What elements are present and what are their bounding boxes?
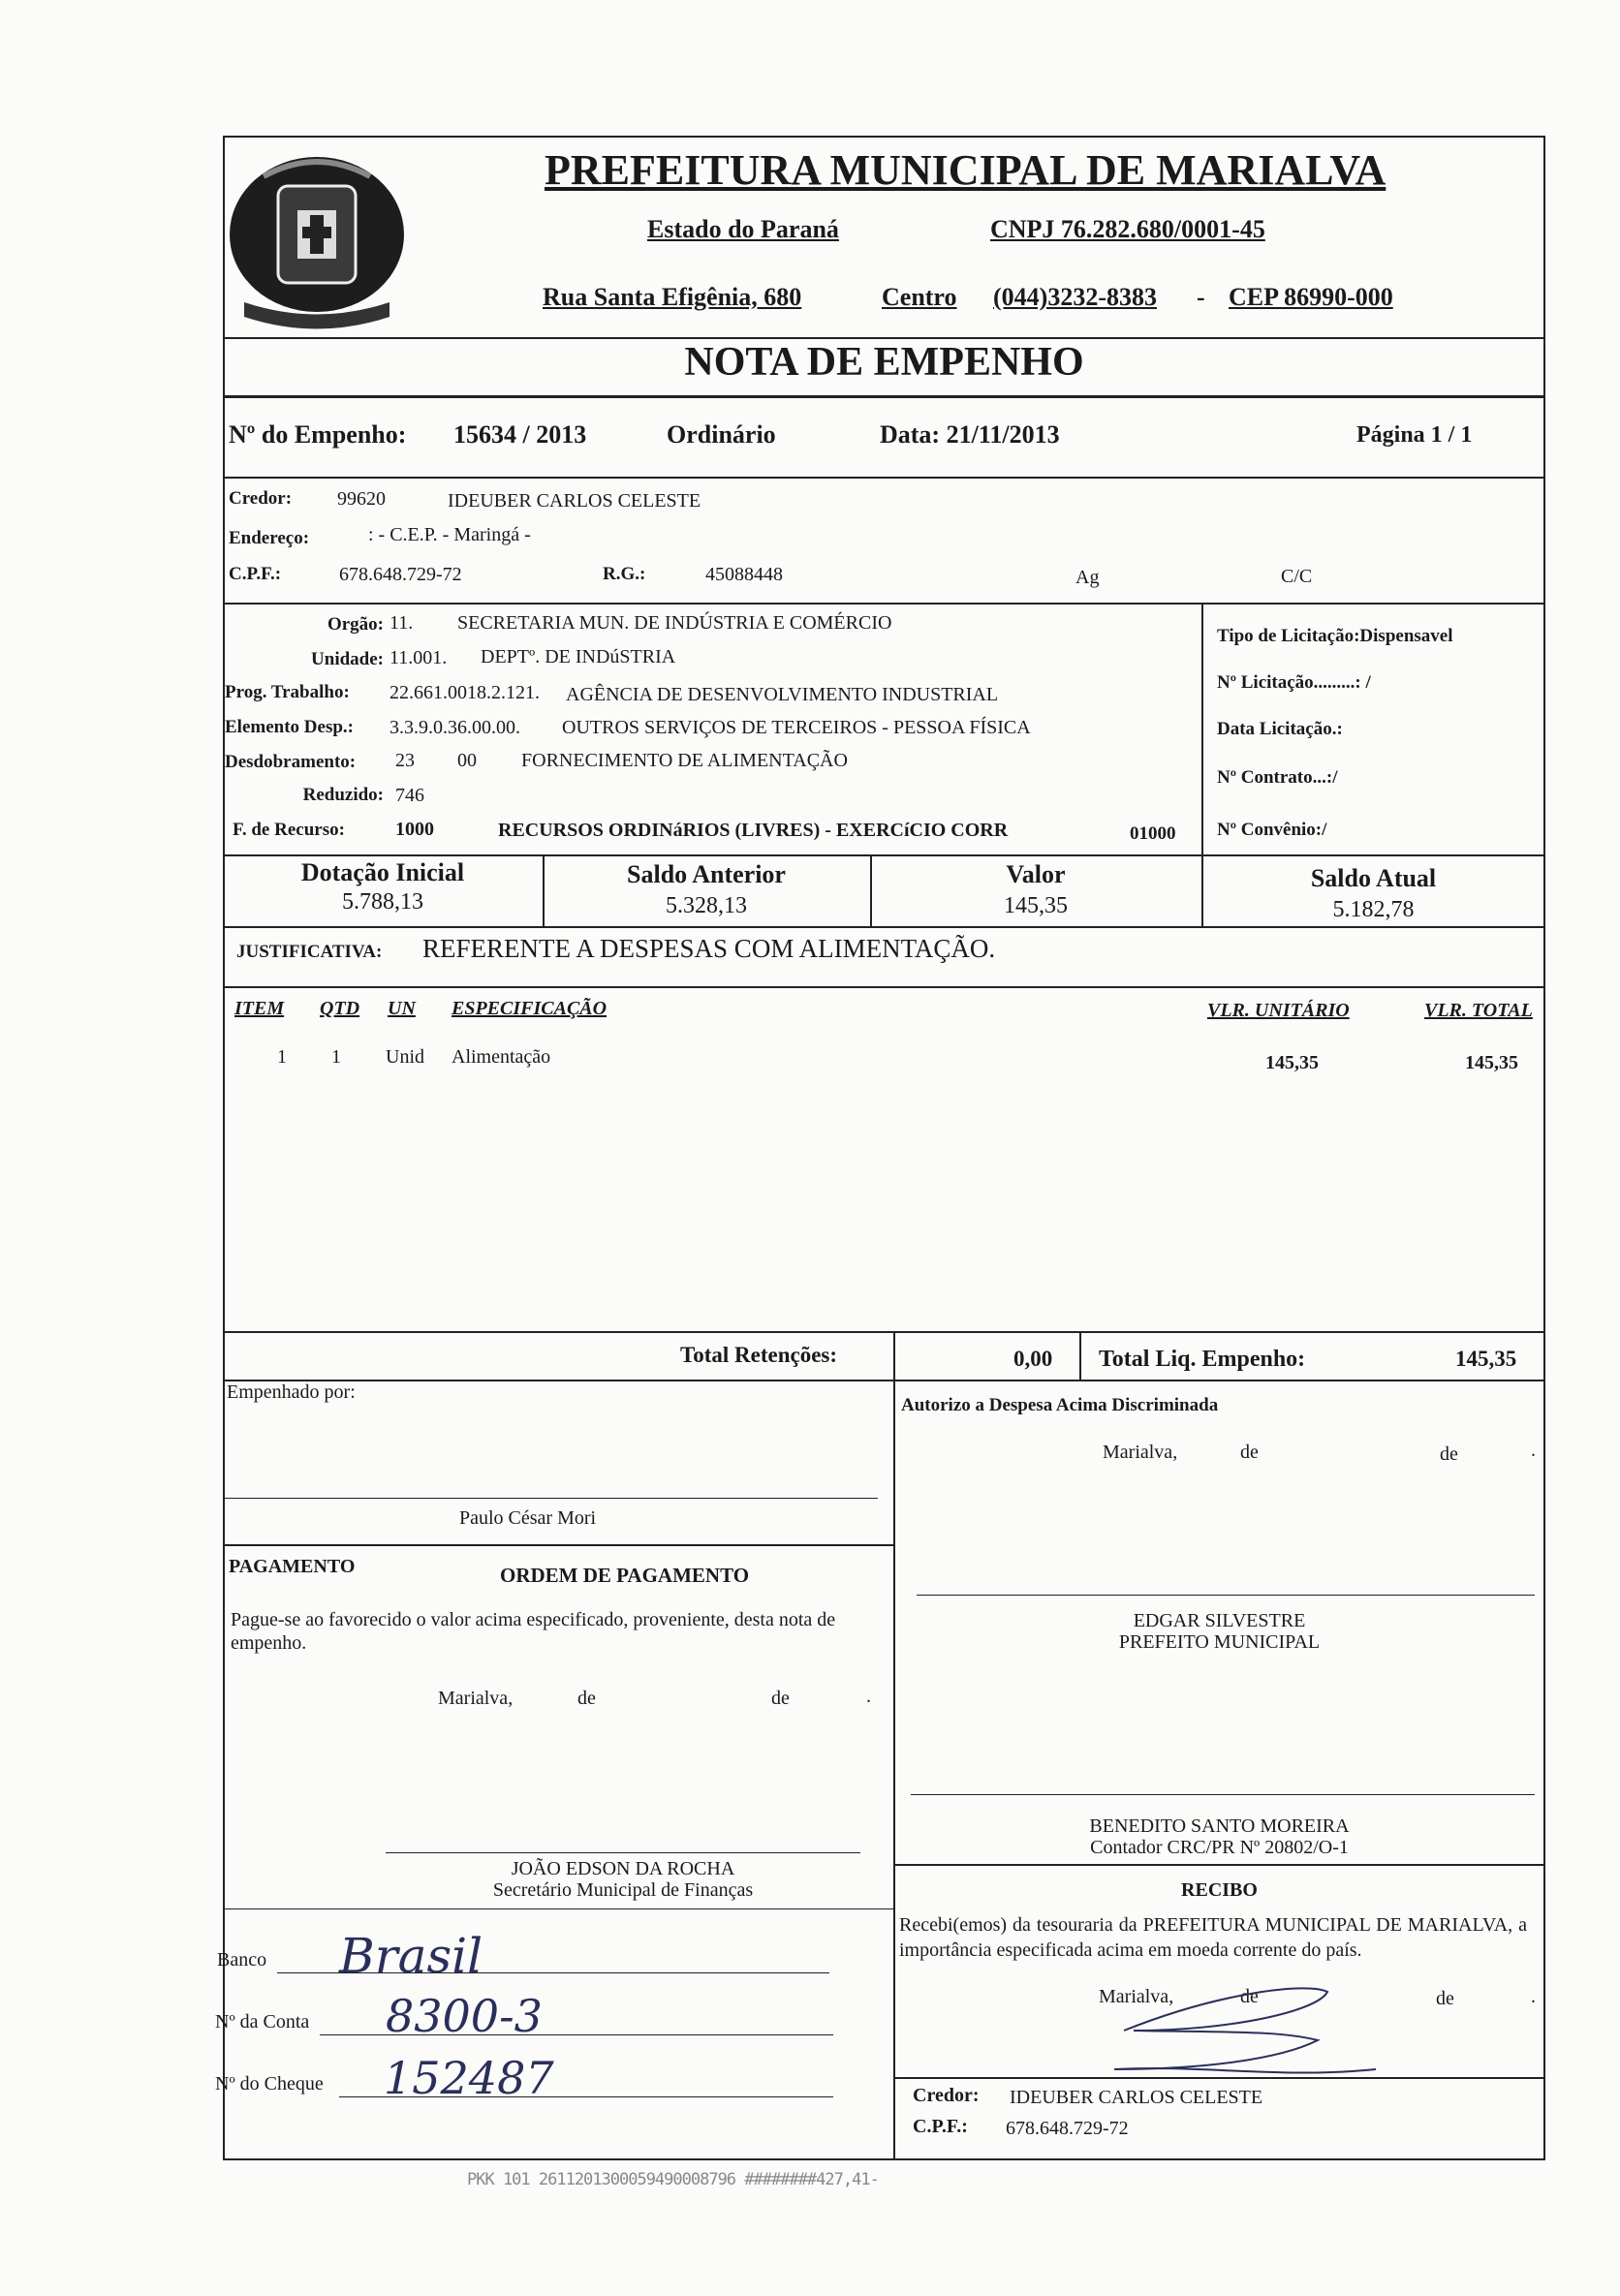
signature-line	[917, 1595, 1535, 1596]
valor-label: Valor	[1006, 860, 1066, 888]
document-title: NOTA DE EMPENHO	[684, 340, 1084, 385]
header-state: Estado do Paraná	[647, 215, 839, 243]
divider	[1201, 603, 1203, 856]
divider	[223, 1544, 893, 1546]
item-total-value: 145,35	[1465, 1052, 1518, 1073]
pagamento-de2: de	[771, 1688, 790, 1709]
contador-name: BENEDITO SANTO MOREIRA	[1089, 1815, 1350, 1837]
valor-value: 145,35	[1004, 893, 1068, 918]
col-header-item: ITEM	[234, 998, 285, 1019]
prog-desc: AGÊNCIA DE DESENVOLVIMENTO INDUSTRIAL	[566, 684, 999, 705]
recibo-signature	[1085, 1972, 1376, 2089]
credor-label: Credor:	[229, 488, 293, 509]
contador-title: Contador CRC/PR Nº 20802/O-1	[1090, 1837, 1349, 1858]
endereco-value: : - C.E.P. - Maringá -	[368, 524, 531, 545]
divider	[223, 477, 1545, 479]
item-unit-value: 145,35	[1265, 1052, 1319, 1073]
cheque-handwriting: 152487	[384, 2052, 554, 2104]
desdobramento-desc: FORNECIMENTO DE ALIMENTAÇÃO	[521, 750, 848, 771]
ordem-pagamento-label: ORDEM DE PAGAMENTO	[500, 1564, 750, 1587]
mayor-title: PREFEITO MUNICIPAL	[1118, 1631, 1321, 1653]
justificativa-text: REFERENTE A DESPESAS COM ALIMENTAÇÃO.	[422, 934, 996, 963]
divider	[893, 2077, 1545, 2079]
recibo-de1: de	[1240, 1986, 1259, 2007]
unidade-label: Unidade:	[311, 649, 384, 669]
desdobramento-label: Desdobramento:	[225, 752, 357, 772]
licitacao-data: Data Licitação.:	[1217, 719, 1343, 739]
divider	[223, 1331, 1545, 1333]
rg-label: R.G.:	[603, 564, 646, 584]
autorizo-de2: de	[1440, 1443, 1458, 1465]
total-liquido-label: Total Liq. Empenho:	[1099, 1347, 1306, 1372]
autorizo-dot: .	[1531, 1440, 1536, 1461]
recibo-cpf-value: 678.648.729-72	[1006, 2118, 1129, 2139]
ag-label: Ag	[1075, 567, 1100, 588]
reduzido-value: 746	[395, 785, 424, 806]
saldo-anterior-label: Saldo Anterior	[627, 860, 786, 888]
credor-name: IDEUBER CARLOS CELESTE	[448, 490, 701, 512]
recurso-code: 1000	[395, 819, 434, 840]
page-indicator: Página 1 / 1	[1356, 422, 1473, 448]
orgao-desc: SECRETARIA MUN. DE INDÚSTRIA E COMÉRCIO	[457, 612, 892, 634]
pagamento-de1: de	[577, 1688, 596, 1709]
pagamento-text: Pague-se ao favorecido o valor acima especificado, proveniente, desta nota de empenho.	[231, 1609, 836, 1654]
banco-label: Banco	[217, 1949, 267, 1970]
divider	[223, 1380, 1545, 1381]
recibo-title: RECIBO	[1181, 1879, 1258, 1901]
divider	[1079, 1331, 1081, 1381]
item-spec: Alimentação	[452, 1046, 551, 1068]
item-un: Unid	[386, 1046, 424, 1068]
desdobramento-code1: 23	[395, 750, 415, 771]
desdobramento-code2: 00	[457, 750, 477, 771]
saldo-atual-value: 5.182,78	[1332, 897, 1415, 922]
col-header-vlr-total: VLR. TOTAL	[1424, 1000, 1533, 1021]
licitacao-tipo: Tipo de Licitação:Dispensavel	[1217, 626, 1453, 646]
elemento-desc: OUTROS SERVIÇOS DE TERCEIROS - PESSOA FÍSICA	[562, 717, 1031, 738]
header-title: PREFEITURA MUNICIPAL DE MARIALVA	[545, 146, 1386, 194]
unidade-code: 11.001.	[389, 647, 448, 668]
coat-of-arms-logo	[225, 147, 409, 341]
cc-label: C/C	[1281, 566, 1313, 587]
col-header-vlr-unitario: VLR. UNITÁRIO	[1207, 1000, 1350, 1021]
recibo-dot: .	[1531, 1986, 1536, 2007]
empenho-type: Ordinário	[667, 420, 776, 449]
total-retencoes-value: 0,00	[1013, 1347, 1053, 1371]
credor-code: 99620	[337, 488, 386, 510]
elemento-code: 3.3.9.0.36.00.00.	[389, 717, 520, 738]
reduzido-label: Reduzido:	[302, 785, 384, 805]
rg-value: 45088448	[705, 564, 783, 585]
elemento-label: Elemento Desp.:	[225, 717, 354, 737]
prog-code: 22.661.0018.2.121.	[389, 682, 540, 703]
col-header-un: UN	[388, 998, 416, 1019]
justificativa-label: JUSTIFICATIVA:	[236, 942, 383, 962]
footer-code: PKK 101 2611201300059490008796 ########427,41-	[467, 2170, 879, 2189]
conta-handwriting: 8300-3	[386, 1990, 543, 2042]
conta-label: Nº da Conta	[215, 2011, 310, 2032]
divider	[223, 1908, 893, 1909]
recurso-num: 01000	[1130, 823, 1176, 844]
cheque-label: Nº do Cheque	[215, 2073, 324, 2094]
divider	[223, 986, 1545, 988]
divider	[223, 854, 1545, 856]
divider	[223, 603, 1545, 605]
signature-line	[911, 1794, 1535, 1795]
endereco-label: Endereço:	[229, 528, 310, 548]
recibo-city: Marialva,	[1099, 1986, 1174, 2007]
recibo-cpf-label: C.P.F.:	[913, 2116, 968, 2137]
cpf-label: C.P.F.:	[229, 564, 282, 584]
header-phone: (044)3232-8383	[993, 283, 1157, 311]
recibo-de2: de	[1436, 1988, 1454, 2009]
item-number: 1	[277, 1046, 287, 1068]
mayor-name: EDGAR SILVESTRE	[1133, 1610, 1306, 1631]
recibo-credor-value: IDEUBER CARLOS CELESTE	[1010, 2087, 1263, 2108]
secretario-title: Secretário Municipal de Finanças	[492, 1879, 754, 1901]
signature-line	[386, 1852, 860, 1853]
saldo-atual-label: Saldo Atual	[1310, 864, 1437, 892]
cpf-value: 678.648.729-72	[339, 564, 462, 585]
divider	[893, 1380, 895, 2160]
autorizo-label: Autorizo a Despesa Acima Discriminada	[901, 1395, 1219, 1415]
unidade-desc: DEPTº. DE INDúSTRIA	[481, 646, 676, 667]
licitacao-convenio: Nº Convênio:/	[1217, 820, 1327, 840]
pagamento-label: PAGAMENTO	[229, 1556, 356, 1577]
orgao-label: Orgão:	[327, 614, 384, 635]
dotacao-value: 5.788,13	[342, 889, 423, 915]
pagamento-city: Marialva,	[438, 1688, 514, 1709]
signature-line	[225, 1498, 878, 1499]
orgao-code: 11.	[389, 612, 414, 634]
header-district: Centro	[882, 283, 957, 311]
total-retencoes-label: Total Retenções:	[680, 1343, 838, 1367]
recurso-label: F. de Recurso:	[233, 820, 345, 840]
licitacao-numero: Nº Licitação.........: /	[1217, 672, 1371, 693]
recibo-credor-label: Credor:	[913, 2085, 980, 2106]
col-header-qtd: QTD	[320, 998, 360, 1019]
empenho-label: Nº do Empenho:	[229, 420, 407, 449]
empenhado-signer: Paulo César Mori	[459, 1507, 597, 1529]
item-qtd: 1	[331, 1046, 341, 1068]
header-cnpj: CNPJ 76.282.680/0001-45	[990, 215, 1265, 243]
header-separator: -	[1197, 283, 1205, 311]
empenhado-label: Empenhado por:	[227, 1381, 356, 1403]
autorizo-de1: de	[1240, 1442, 1259, 1463]
recibo-text: Recebi(emos) da tesouraria da PREFEITURA MUNICIPAL DE MARIALVA, a importância especificada acima em moeda corrente do país.	[899, 1914, 1527, 1961]
secretario-name: JOÃO EDSON DA ROCHA	[511, 1858, 735, 1879]
total-liquido-value: 145,35	[1455, 1347, 1517, 1371]
empenho-date: Data: 21/11/2013	[880, 420, 1060, 449]
empenho-number: 15634 / 2013	[453, 420, 587, 449]
recurso-desc: RECURSOS ORDINáRIOS (LIVRES) - EXERCíCIO CORR	[498, 820, 1009, 841]
dotacao-label: Dotação Inicial	[300, 858, 465, 886]
divider	[223, 926, 1545, 928]
divider	[893, 1864, 1545, 1866]
autorizo-city: Marialva,	[1103, 1442, 1178, 1463]
banco-handwriting: Brasil	[339, 1928, 483, 1984]
header-address: Rua Santa Efigênia, 680	[543, 283, 802, 311]
licitacao-contrato: Nº Contrato...:/	[1217, 767, 1338, 788]
divider	[893, 1331, 895, 1381]
pagamento-dot: .	[866, 1686, 871, 1707]
saldo-anterior-value: 5.328,13	[666, 893, 747, 918]
header-cep: CEP 86990-000	[1229, 283, 1393, 311]
divider	[223, 395, 1545, 398]
prog-label: Prog. Trabalho:	[225, 682, 350, 702]
col-header-especificacao: ESPECIFICAÇÃO	[452, 998, 608, 1019]
